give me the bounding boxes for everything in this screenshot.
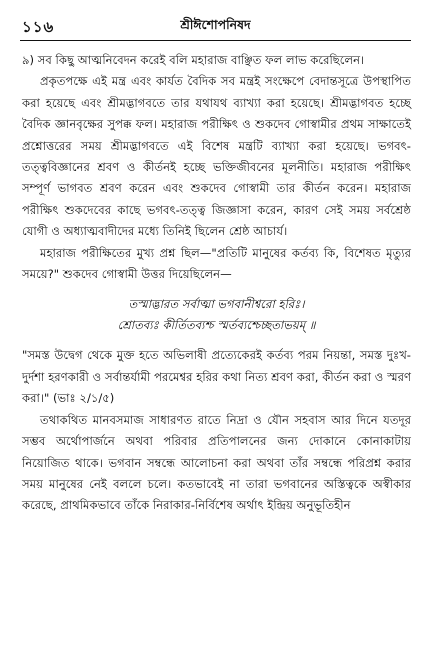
page-header <box>22 16 409 38</box>
verse-line-1: তস্মাদ্ভারত সর্বাত্মা ভগবানীশ্বরো হরিঃ। <box>128 297 305 312</box>
paragraph-question: মহারাজ পরীক্ষিতের মুখ্য প্রশ্ন ছিল—"প্রতিটি মানুষের কর্তব্য কি, বিশেষত মৃত্যুর সময়ে?" শুকদেব গোস্বামী উত্তর দিয়েছিলেন— <box>22 245 411 282</box>
paragraph-society: তথাকথিত মানবসমাজ সাধারণত রাতে নিদ্রা ও যৌন সহবাস আর দিনে যতদূর সম্ভব অর্থোপার্জনে অথবা পরিবার প্রতিপালনের জন্য দোকানে কোনাকাটায় নিয়োজিত থাকে। ভগবান সম্বন্ধে আলোচনা করা অথবা তাঁর সম্বন্ধে পরিপ্রশ্ন করার সময় মানুষের নেই বললে চলে। কতভাবেই না তারা ভগবানের অস্তিত্বকে অস্বীকার করেছে, প্রাথমিকভাবে তাঁকে নিরাকার-নির্বিশেষ অর্থাৎ ইন্দ্রিয় অনুভূতিহীন <box>22 412 411 513</box>
verse-line-2: শ্রোতব্যঃ কীর্তিতব্যশ্চ স্মর্তব্যশ্চেচ্ছতাভয়ম্ ॥ <box>117 318 316 333</box>
paragraph-commentary: প্রকৃতপক্ষে এই মন্ত্র এবং কার্যত বৈদিক সব মন্ত্রই সংক্ষেপে বেদান্তসূত্রে উপস্থাপিত করা হয়েছে এবং শ্রীমদ্ভাগবতে তার যথাযথ ব্যাখ্যা করা হয়েছে। শ্রীমদ্ভাগবত হচ্ছে বৈদিক জ্ঞানবৃক্ষের সুপক্ক ফল। মহারাজ পরীক্ষিৎ ও শুকদেব গোস্বামীর প্রথম সাক্ষাতেই প্রশ্নোত্তরের সময় শ্রীমদ্ভাগবতে এই বিশেষ মন্ত্রটি ব্যাখ্যা করা হয়েছে। ভগবৎ-তত্ত্ববিজ্ঞানের শ্রবণ ও কীর্তনই হচ্ছে ভক্তিজীবনের মূলনীতি। মহারাজ পরীক্ষিৎ সম্পূর্ণ ভাগবত শ্রবণ করেন এবং শুকদেব গোস্বামী তার কীর্তন করেন। মহারাজ পরীক্ষিৎ শুকদেবের কাছে ভগবৎ-তত্ত্ব জিজ্ঞাসা করেন, কারণ সেই সময় সর্বশ্রেষ্ঠ যোগী ও অধ্যাত্মবাদীদের মধ্যে তিনিই ছিলেন শ্রেষ্ঠ আচার্য। <box>22 74 411 239</box>
header-rule <box>20 40 411 41</box>
page-body <box>22 50 411 517</box>
verse-translation: "সমস্ত উদ্বেগ থেকে মুক্ত হতে অভিলাষী প্রত্যেকেরই কর্তব্য পরম নিয়ন্তা, সমস্ত দুঃখ-দুর্দশা হরণকারী ও সর্বান্তর্যামী পরমেশ্বর হরির কথা নিত্য শ্রবণ করা, কীর্তন করা ও স্মরণ করা।" (ভাঃ ২/১/৫) <box>22 348 411 406</box>
paragraph-item-9: ৯) সব কিছু আত্মনিবেদন করেই বলি মহারাজ বাঞ্ছিত ফল লাভ করেছিলেন। <box>22 53 365 67</box>
running-title: শ্রীঈশোপনিষদ <box>180 17 251 32</box>
page-number: ১১৬ <box>22 18 55 36</box>
sanskrit-verse <box>22 294 411 336</box>
